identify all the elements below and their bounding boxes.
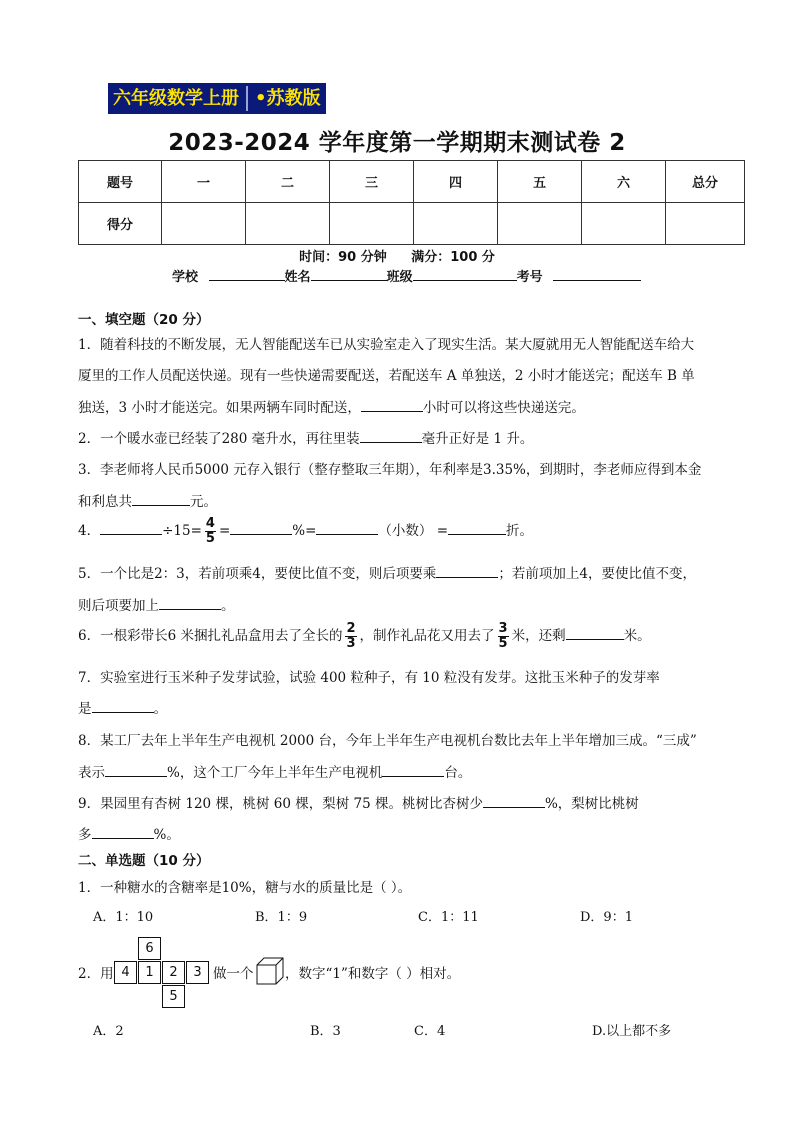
q2-line bbox=[78, 427, 533, 447]
q2-text-end: 毫升正好是 1 升。 bbox=[421, 431, 534, 447]
q5-text-2: 则后项要加上 bbox=[78, 598, 159, 614]
full-score-label: 满分：100 分 bbox=[411, 250, 495, 265]
section-choice-title: 二、单选题（10 分） bbox=[78, 853, 210, 869]
q6-line bbox=[78, 622, 651, 651]
q9-text-end: %。 bbox=[153, 827, 180, 843]
q4-fraction bbox=[205, 517, 216, 546]
q3-text: 和利息共 bbox=[78, 494, 132, 510]
s2-q1-option-b[interactable]: B．1：9 bbox=[255, 910, 308, 925]
name-label: 姓名 bbox=[284, 270, 311, 285]
cube-net-diagram bbox=[114, 937, 210, 1009]
score-input-cell[interactable] bbox=[666, 203, 745, 245]
q4-percent: %= bbox=[292, 523, 317, 539]
q6-fraction-1 bbox=[345, 622, 356, 651]
score-cell: 六 bbox=[582, 161, 666, 203]
q9-text-mid: %，梨树比桃树 bbox=[544, 796, 639, 812]
s2-q1-stem: 1．一种糖水的含糖率是10%，糖与水的质量比是（ ）。 bbox=[78, 880, 412, 896]
number-blank[interactable] bbox=[553, 266, 641, 281]
q5-text-mid: ；若前项加上4，要使比值不变， bbox=[498, 566, 696, 582]
score-cell: 一 bbox=[162, 161, 246, 203]
q5-text: 5．一个比是2：3，若前项乘4，要使比值不变，则后项要乘 bbox=[78, 566, 437, 582]
score-cell: 三 bbox=[330, 161, 414, 203]
grade-edition-tag bbox=[108, 83, 326, 114]
q1-text-end: 小时可以将这些快递送完。 bbox=[422, 400, 585, 416]
score-input-cell[interactable] bbox=[246, 203, 330, 245]
score-cell: 总分 bbox=[666, 161, 745, 203]
exam-title: 2023-2024 学年度第一学期期末测试卷 2 bbox=[168, 130, 626, 156]
q6-text-rem: 米，还剩 bbox=[511, 628, 566, 644]
q1-line2: 厦里的工作人员配送快递。现有一些快递需要配送，若配送车 A 单独送，2 小时才能送完；配送车 B 单 bbox=[78, 368, 695, 384]
q8-blank-1[interactable] bbox=[105, 762, 167, 777]
time-label: 时间：90 分钟 bbox=[299, 250, 387, 265]
q9-line1 bbox=[78, 792, 639, 812]
q5-line2 bbox=[78, 594, 235, 614]
s2-q2-option-a[interactable]: A．2 bbox=[93, 1024, 124, 1039]
q2-answer-blank[interactable] bbox=[360, 428, 422, 443]
class-blank[interactable] bbox=[413, 266, 517, 281]
edition-label: •苏教版 bbox=[255, 88, 321, 109]
net-cell: 5 bbox=[162, 985, 185, 1008]
q7-answer-blank[interactable] bbox=[92, 698, 154, 713]
score-input-cell[interactable] bbox=[162, 203, 246, 245]
s2-q2-option-b[interactable]: B．3 bbox=[310, 1024, 341, 1039]
q9-text: 9．果园里有杏树 120 棵，桃树 60 棵，梨树 75 棵。桃树比杏树少 bbox=[78, 796, 483, 812]
q5-text-end: 。 bbox=[221, 598, 235, 614]
student-info-line bbox=[172, 266, 641, 285]
q3-text-end: 元。 bbox=[190, 494, 217, 510]
q9-blank-1[interactable] bbox=[483, 793, 545, 808]
q1-line1: 1．随着科技的不断发展，无人智能配送车已从实验室走入了现实生活。某大厦就用无人智能配送车给大 bbox=[78, 337, 695, 353]
q4-blank-1[interactable] bbox=[100, 520, 162, 535]
score-row-label: 得分 bbox=[79, 203, 162, 245]
q9-text-2: 多 bbox=[78, 827, 92, 843]
q9-line2 bbox=[78, 823, 180, 843]
cube-icon bbox=[256, 957, 284, 985]
net-cell: 2 bbox=[162, 961, 185, 984]
score-input-cell[interactable] bbox=[414, 203, 498, 245]
q8-line1: 8．某工厂去年上半年生产电视机 2000 台，今年上半年生产电视机台数比去年上半年增加三成。“三成” bbox=[78, 733, 697, 749]
score-input-cell[interactable] bbox=[330, 203, 414, 245]
q7-text: 是 bbox=[78, 701, 92, 717]
q4-blank-2[interactable] bbox=[230, 520, 292, 535]
s2-q2-option-c[interactable]: C．4 bbox=[414, 1024, 446, 1039]
q4-blank-3[interactable] bbox=[316, 520, 378, 535]
q4-line bbox=[78, 517, 533, 546]
score-cell: 四 bbox=[414, 161, 498, 203]
section-fill-title: 一、填空题（20 分） bbox=[78, 312, 210, 328]
s2-q2-option-d[interactable]: D.以上都不多 bbox=[592, 1024, 672, 1039]
fraction-numerator: 4 bbox=[205, 516, 215, 531]
name-blank[interactable] bbox=[311, 266, 387, 281]
exam-time-info bbox=[0, 246, 794, 265]
s2-q1-option-c[interactable]: C．1：11 bbox=[418, 910, 479, 925]
net-cell: 4 bbox=[114, 961, 137, 984]
school-label: 学校 bbox=[172, 270, 199, 285]
q3-line1: 3．李老师将人民币5000 元存入银行（整存整取三年期），年利率是3.35%，到期时，李老师应得到本金 bbox=[78, 462, 702, 478]
q6-text-end: 米。 bbox=[623, 628, 651, 644]
fraction-denominator: 5 bbox=[205, 531, 215, 546]
q6-answer-blank[interactable] bbox=[566, 625, 624, 640]
score-cell: 五 bbox=[498, 161, 582, 203]
q4-blank-4[interactable] bbox=[448, 520, 506, 535]
q4-eq: = bbox=[218, 523, 231, 539]
q7-line2 bbox=[78, 697, 167, 717]
q4-div: ÷15= bbox=[162, 523, 202, 539]
q8-blank-2[interactable] bbox=[382, 762, 444, 777]
score-cell: 题号 bbox=[79, 161, 162, 203]
q8-text: 表示 bbox=[78, 765, 105, 781]
q4-decimal: （小数） = bbox=[378, 523, 449, 539]
q2-text: 2．一个暖水壶已经装了280 毫升水，再往里装 bbox=[78, 431, 360, 447]
q6-fraction-2 bbox=[498, 622, 509, 651]
q5-blank-2[interactable] bbox=[159, 595, 221, 610]
q8-text-mid: %，这个工厂今年上半年生产电视机 bbox=[167, 765, 383, 781]
net-cell: 1 bbox=[138, 961, 161, 984]
s2-q2-mid: 做一个 bbox=[213, 966, 254, 982]
s2-q1-option-a[interactable]: A．1：10 bbox=[93, 910, 154, 925]
net-cell: 3 bbox=[186, 961, 209, 984]
grade-label: 六年级数学上册 bbox=[113, 88, 239, 109]
fraction-denominator: 3 bbox=[346, 636, 356, 651]
net-cell: 6 bbox=[138, 937, 161, 960]
q1-line3 bbox=[78, 396, 585, 416]
s2-q2-prefix: 2．用 bbox=[78, 966, 114, 982]
q4-discount: 折。 bbox=[506, 523, 534, 539]
class-label: 班级 bbox=[386, 270, 413, 285]
q3-line2 bbox=[78, 490, 217, 510]
s2-q1-option-d[interactable]: D．9：1 bbox=[580, 910, 633, 925]
fraction-numerator: 3 bbox=[498, 621, 508, 636]
q6-text: 6．一根彩带长6 米捆扎礼品盒用去了全长的 bbox=[78, 628, 343, 644]
q1-text: 独送，3 小时才能送完。如果两辆车同时配送， bbox=[78, 400, 361, 416]
q7-line1: 7．实验室进行玉米种子发芽试验，试验 400 粒种子，有 10 粒没有发芽。这批玉米种子的发芽率 bbox=[78, 670, 660, 686]
tag-divider bbox=[246, 86, 248, 111]
s2-q2-rest: ，数字“1”和数字（ ）相对。 bbox=[285, 966, 461, 982]
q5-line1 bbox=[78, 562, 696, 582]
score-header-row bbox=[79, 161, 745, 203]
q4-text: 4． bbox=[78, 523, 101, 539]
score-table bbox=[78, 160, 745, 245]
q9-blank-2[interactable] bbox=[92, 824, 154, 839]
q6-text-mid: ，制作礼品花又用去了 bbox=[359, 628, 495, 644]
q5-blank-1[interactable] bbox=[436, 563, 498, 578]
fraction-denominator: 5 bbox=[498, 636, 508, 651]
score-input-cell[interactable] bbox=[582, 203, 666, 245]
school-blank[interactable] bbox=[209, 266, 285, 281]
q8-line2 bbox=[78, 761, 471, 781]
q7-text-end: 。 bbox=[153, 701, 167, 717]
score-input-cell[interactable] bbox=[498, 203, 582, 245]
number-label: 考号 bbox=[516, 270, 543, 285]
q8-text-end: 台。 bbox=[444, 765, 472, 781]
score-value-row bbox=[79, 203, 745, 245]
q3-answer-blank[interactable] bbox=[132, 491, 190, 506]
q1-answer-blank[interactable] bbox=[361, 397, 423, 412]
fraction-numerator: 2 bbox=[346, 621, 356, 636]
score-cell: 二 bbox=[246, 161, 330, 203]
